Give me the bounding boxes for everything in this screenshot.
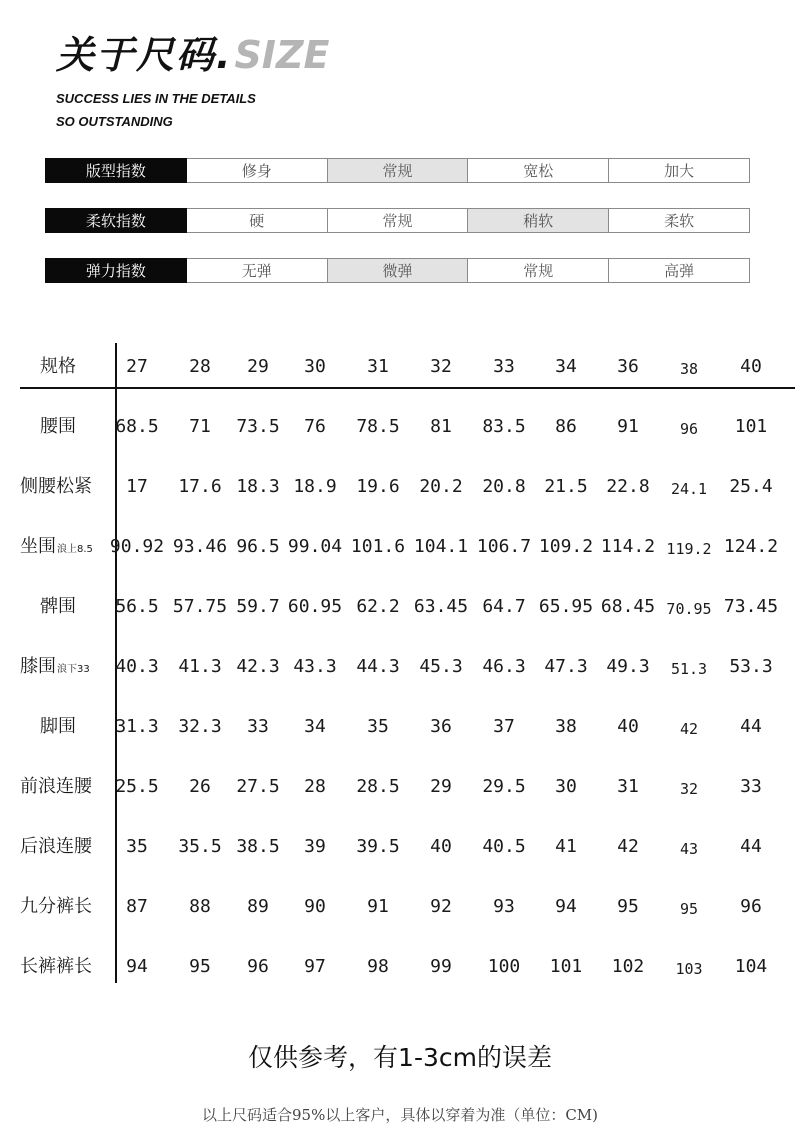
table-cell: 47.3 — [544, 656, 588, 677]
table-cell: 104 — [734, 956, 768, 977]
table-cell: 29.5 — [482, 776, 526, 797]
table-cell: 65.95 — [538, 596, 594, 617]
row-label — [40, 415, 76, 439]
tolerance-note: 仅供参考，有1-3cm的误差 — [248, 1043, 552, 1072]
index-label: 版型指数 — [45, 158, 187, 183]
table-cell: 59.7 — [236, 596, 280, 617]
table-cell: 114.2 — [600, 536, 656, 557]
table-cell: 96 — [679, 420, 699, 438]
table-cell: 40.5 — [482, 836, 526, 857]
table-cell: 102 — [611, 956, 645, 977]
size-header-cell: 32 — [430, 356, 452, 377]
table-cell: 63.45 — [413, 596, 469, 617]
row-label — [20, 475, 92, 499]
table-cell: 31.3 — [115, 716, 159, 737]
table-cell: 41.3 — [178, 656, 222, 677]
index-label: 弹力指数 — [45, 258, 187, 283]
size-header-cell: 27 — [126, 356, 148, 377]
table-cell: 44.3 — [356, 656, 400, 677]
index-option: 常规 — [468, 258, 609, 283]
row-label-note: 浪下33 — [57, 664, 90, 675]
index-row — [45, 208, 750, 233]
table-cell: 96.5 — [236, 536, 280, 557]
table-cell: 20.2 — [419, 476, 463, 497]
page-title — [56, 24, 329, 79]
table-cell: 31 — [617, 776, 639, 797]
table-cell: 27.5 — [236, 776, 280, 797]
table-cell: 81 — [430, 416, 452, 437]
size-header-cell: 34 — [555, 356, 577, 377]
table-cell: 96 — [247, 956, 269, 977]
size-header-cell: 31 — [367, 356, 389, 377]
row-label — [20, 835, 92, 859]
table-cell: 57.75 — [172, 596, 228, 617]
row-label — [20, 535, 93, 562]
table-cell: 88 — [189, 896, 211, 917]
table-cell: 28.5 — [356, 776, 400, 797]
table-cell: 90.92 — [109, 536, 165, 557]
table-cell: 35.5 — [178, 836, 222, 857]
table-cell: 17 — [126, 476, 148, 497]
index-row — [45, 158, 750, 183]
table-cell: 29 — [430, 776, 452, 797]
table-cell: 106.7 — [476, 536, 532, 557]
table-cell: 64.7 — [482, 596, 526, 617]
table-cell: 25.4 — [729, 476, 773, 497]
row-label — [20, 955, 92, 979]
size-header-cell: 30 — [304, 356, 326, 377]
row-label-text: 侧腰松紧 — [20, 476, 92, 497]
row-label — [40, 595, 76, 619]
table-cell: 42 — [679, 720, 699, 738]
table-cell: 25.5 — [115, 776, 159, 797]
table-cell: 40.3 — [115, 656, 159, 677]
title-english: SIZE — [234, 33, 330, 77]
table-cell: 95 — [679, 900, 699, 918]
table-cell: 44 — [740, 836, 762, 857]
row-label — [20, 775, 92, 799]
table-cell: 46.3 — [482, 656, 526, 677]
table-cell: 91 — [617, 416, 639, 437]
table-cell: 32 — [679, 780, 699, 798]
table-cell: 53.3 — [729, 656, 773, 677]
table-cell: 40 — [430, 836, 452, 857]
table-cell: 24.1 — [670, 480, 708, 498]
table-cell: 51.3 — [670, 660, 708, 678]
table-cell: 20.8 — [482, 476, 526, 497]
table-cell: 73.45 — [723, 596, 779, 617]
table-cell: 18.9 — [293, 476, 337, 497]
table-cell: 97 — [304, 956, 326, 977]
table-cell: 30 — [555, 776, 577, 797]
table-cell: 22.8 — [606, 476, 650, 497]
table-cell: 40 — [617, 716, 639, 737]
table-cell: 124.2 — [723, 536, 779, 557]
table-cell: 89 — [247, 896, 269, 917]
row-label-text: 髀围 — [40, 596, 76, 617]
table-cell: 41 — [555, 836, 577, 857]
row-label — [20, 655, 90, 682]
index-row — [45, 258, 750, 283]
table-cell: 37 — [493, 716, 515, 737]
size-header-cell: 40 — [740, 356, 762, 377]
row-label-text: 坐围 — [20, 536, 56, 557]
table-cell: 35 — [126, 836, 148, 857]
table-header-label: 规格 — [40, 356, 76, 377]
table-cell: 62.2 — [356, 596, 400, 617]
row-label-text: 前浪连腰 — [20, 776, 92, 797]
index-option: 柔软 — [609, 208, 750, 233]
table-cell: 68.5 — [115, 416, 159, 437]
tagline-1: SUCCESS LIES IN THE DETAILS — [56, 91, 256, 106]
table-cell: 28 — [304, 776, 326, 797]
table-cell: 21.5 — [544, 476, 588, 497]
table-cell: 95 — [189, 956, 211, 977]
row-label-text: 长裤裤长 — [20, 956, 92, 977]
table-cell: 93 — [493, 896, 515, 917]
table-cell: 17.6 — [178, 476, 222, 497]
index-option: 修身 — [187, 158, 328, 183]
row-label-text: 腰围 — [40, 416, 76, 437]
table-cell: 101.6 — [350, 536, 406, 557]
table-header-divider — [20, 387, 795, 389]
table-cell: 109.2 — [538, 536, 594, 557]
table-cell: 36 — [430, 716, 452, 737]
size-header-cell: 33 — [493, 356, 515, 377]
size-header-cell: 29 — [247, 356, 269, 377]
table-cell: 56.5 — [115, 596, 159, 617]
row-label-text: 脚围 — [40, 716, 76, 737]
table-cell: 33 — [740, 776, 762, 797]
size-header-cell: 38 — [679, 360, 699, 378]
table-cell: 101 — [734, 416, 768, 437]
table-cell: 71 — [189, 416, 211, 437]
size-header — [56, 24, 329, 133]
table-cell: 49.3 — [606, 656, 650, 677]
row-label — [20, 895, 92, 919]
size-header-cell: 36 — [617, 356, 639, 377]
table-cell: 86 — [555, 416, 577, 437]
table-cell: 101 — [549, 956, 583, 977]
table-cell: 70.95 — [666, 600, 712, 618]
tagline-2: SO OUTSTANDING — [56, 114, 173, 129]
table-cell: 92 — [430, 896, 452, 917]
table-cell: 32.3 — [178, 716, 222, 737]
table-cell: 87 — [126, 896, 148, 917]
index-option-selected: 微弹 — [328, 258, 469, 283]
table-cell: 93.46 — [172, 536, 228, 557]
index-option: 常规 — [328, 208, 469, 233]
table-cell: 99 — [430, 956, 452, 977]
row-label-text: 膝围 — [20, 656, 56, 677]
table-cell: 73.5 — [236, 416, 280, 437]
index-option: 加大 — [609, 158, 750, 183]
table-cell: 38.5 — [236, 836, 280, 857]
index-option: 硬 — [187, 208, 328, 233]
table-cell: 43 — [679, 840, 699, 858]
table-cell: 96 — [740, 896, 762, 917]
table-cell: 99.04 — [287, 536, 343, 557]
table-cell: 83.5 — [482, 416, 526, 437]
table-cell: 76 — [304, 416, 326, 437]
row-label-note: 浪上8.5 — [57, 544, 93, 555]
table-cell: 60.95 — [287, 596, 343, 617]
index-option: 无弹 — [187, 258, 328, 283]
index-option: 宽松 — [468, 158, 609, 183]
table-cell: 100 — [487, 956, 521, 977]
table-cell: 18.3 — [236, 476, 280, 497]
table-cell: 78.5 — [356, 416, 400, 437]
table-cell: 90 — [304, 896, 326, 917]
table-cell: 42 — [617, 836, 639, 857]
row-label — [40, 715, 76, 739]
table-cell: 98 — [367, 956, 389, 977]
row-label-text: 九分裤长 — [20, 896, 92, 917]
table-cell: 34 — [304, 716, 326, 737]
table-cell: 19.6 — [356, 476, 400, 497]
table-cell: 35 — [367, 716, 389, 737]
table-cell: 94 — [555, 896, 577, 917]
index-option-selected: 稍软 — [468, 208, 609, 233]
table-cell: 38 — [555, 716, 577, 737]
table-cell: 68.45 — [600, 596, 656, 617]
table-cell: 103 — [675, 960, 703, 978]
fit-note: 以上尺码适合95%以上客户，具体以穿着为准（单位：CM) — [201, 1106, 599, 1124]
index-label: 柔软指数 — [45, 208, 187, 233]
index-option-selected: 常规 — [328, 158, 469, 183]
table-cell: 39.5 — [356, 836, 400, 857]
table-cell: 91 — [367, 896, 389, 917]
table-cell: 39 — [304, 836, 326, 857]
size-header-cell: 28 — [189, 356, 211, 377]
title-chinese: 关于尺码. — [56, 33, 233, 77]
table-cell: 119.2 — [666, 540, 712, 558]
table-cell: 43.3 — [293, 656, 337, 677]
row-label-text: 后浪连腰 — [20, 836, 92, 857]
table-cell: 33 — [247, 716, 269, 737]
table-cell: 104.1 — [413, 536, 469, 557]
table-cell: 26 — [189, 776, 211, 797]
table-cell: 94 — [126, 956, 148, 977]
table-cell: 95 — [617, 896, 639, 917]
table-cell: 45.3 — [419, 656, 463, 677]
table-cell: 44 — [740, 716, 762, 737]
index-option: 高弹 — [609, 258, 750, 283]
table-cell: 42.3 — [236, 656, 280, 677]
